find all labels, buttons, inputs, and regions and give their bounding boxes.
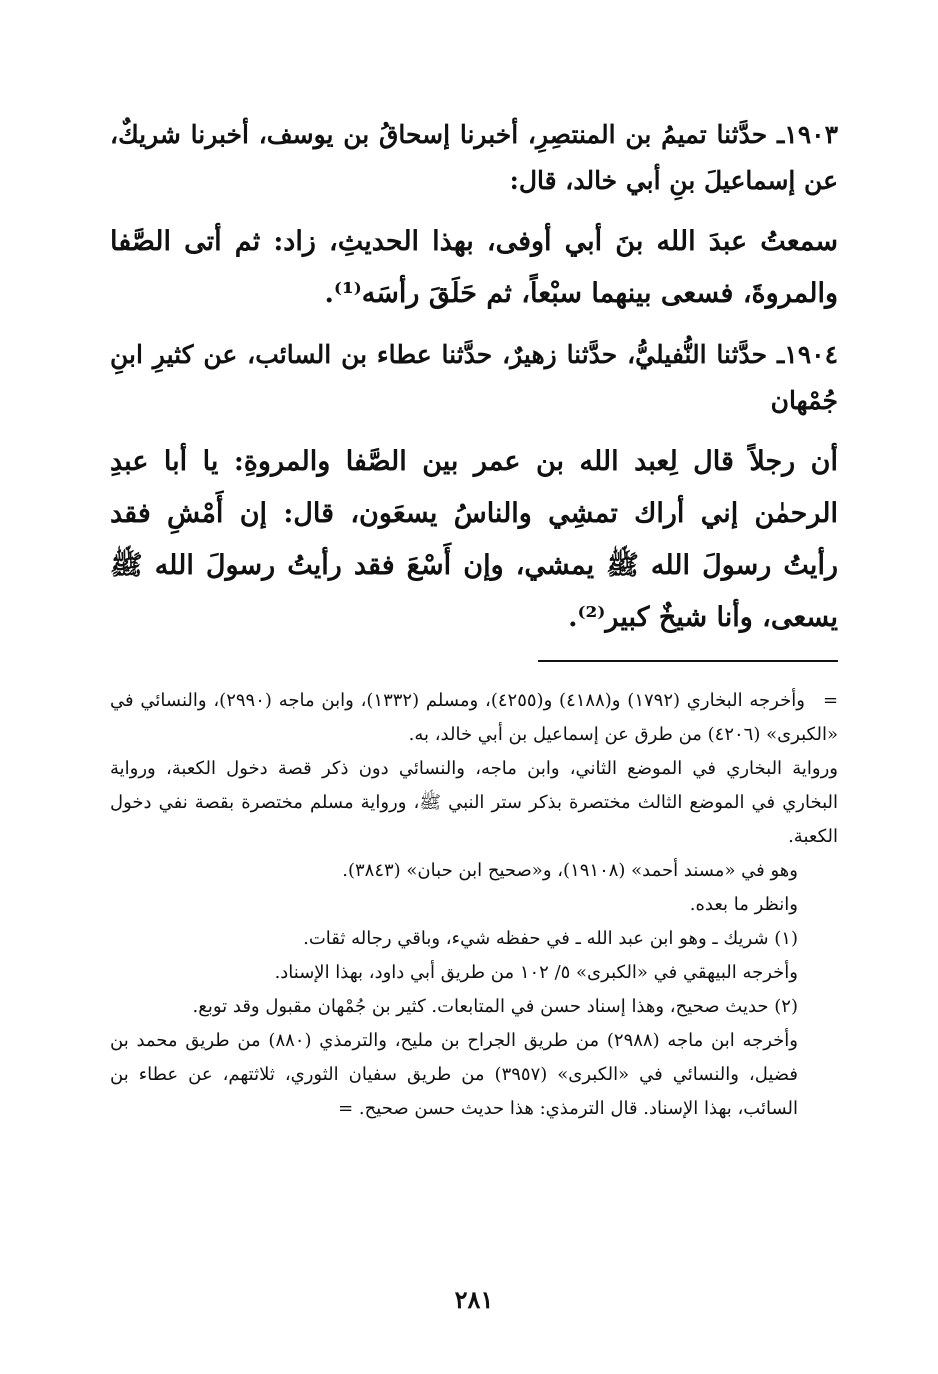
footnote-1-a: (١) شريك ـ وهو ابن عبد الله ـ في حفظه شيء، وباقي رجاله ثقات. xyxy=(303,928,798,949)
hadith-1903-text: سمعتُ عبدَ الله بنَ أبي أوفى، بهذا الحديثِ، زاد: ثم أتى الصَّفا والمروةَ، فسعى بينهما سبْعاً، ثم حَلَقَ رأسَه⁽¹⁾. xyxy=(110,226,838,309)
footnote-separator xyxy=(538,660,838,662)
hadith-1904-text: أن رجلاً قال لِعبد الله بن عمر بين الصَّفا والمروةِ: يا أبا عبدِ الرحمٰن إني أراك تمشِي والناسُ يسعَون، قال: إن أَمْشِ فقد رأيتُ رسولَ الله ﷺ يمشي، وإن أَسْعَ فقد رأيتُ رسولَ الله ﷺ يسعى، وأنا شيخٌ كبير⁽²⁾. xyxy=(110,446,838,633)
hadith-1904-chain: ١٩٠٤ـ حدَّثنا النُّفيليُّ، حدَّثنا زهيرٌ، حدَّثنا عطاء بن السائب، عن كثيرِ ابنِ جُمْهان xyxy=(110,340,838,415)
footnote-continuation-4: وانظر ما بعده. xyxy=(689,894,798,915)
footnote-2-b xyxy=(110,1024,838,1126)
continuation-mark-end: = xyxy=(338,1098,354,1119)
footnote-2-b-text: وأخرجه ابن ماجه (٢٩٨٨) من طريق الجراح بن مليح، والترمذي (٨٨٠) من طريق محمد بن فضيل، والنسائي في «الكبرى» (٣٩٥٧) من طريق سفيان الثوري، ثلاثتهم، عن عطاء بن السائب، بهذا الإسناد. قال الترمذي: هذا حديث حسن صحيح. xyxy=(110,1030,799,1119)
footnotes xyxy=(110,684,838,1126)
main-text xyxy=(110,112,838,644)
footnote-continuation-1-text: وأخرجه البخاري (١٧٩٢) و(٤١٨٨) و(٤٢٥٥)، ومسلم (١٣٣٢)، وابن ماجه (٢٩٩٠)، والنسائي في «الكبرى» (٤٢٠٦) من طرق عن إسماعيل بن أبي خالد، به. xyxy=(110,690,838,745)
book-page xyxy=(110,112,838,1314)
footnote-2-a: (٢) حديث صحيح، وهذا إسناد حسن في المتابعات. كثير بن جُمْهان مقبول وقد توبع. xyxy=(192,996,798,1017)
footnote-continuation-3: وهو في «مسند أحمد» (١٩١٠٨)، و«صحيح ابن حبان» (٣٨٤٣). xyxy=(342,860,798,881)
hadith-1903-chain: ١٩٠٣ـ حدَّثنا تميمُ بن المنتصِرِ، أخبرنا إسحاقُ بن يوسف، أخبرنا شريكٌ، عن إسماعيلَ بنِ أبي خالد، قال: xyxy=(110,120,838,195)
footnote-1-b: وأخرجه البيهقي في «الكبرى» ٥/ ١٠٢ من طريق أبي داود، بهذا الإسناد. xyxy=(274,962,798,983)
footnote-continuation-1 xyxy=(110,684,838,752)
footnote-continuation-2: ورواية البخاري في الموضع الثاني، وابن ماجه، والنسائي دون ذكر قصة دخول الكعبة، ورواية البخاري في الموضع الثالث مختصرة بذكر ستر النبي ﷺ، ورواية مسلم مختصرة بقصة نفي دخول الكعبة. xyxy=(110,758,838,847)
continuation-mark: = xyxy=(822,690,839,711)
page-number: ٢٨١ xyxy=(454,1285,494,1314)
